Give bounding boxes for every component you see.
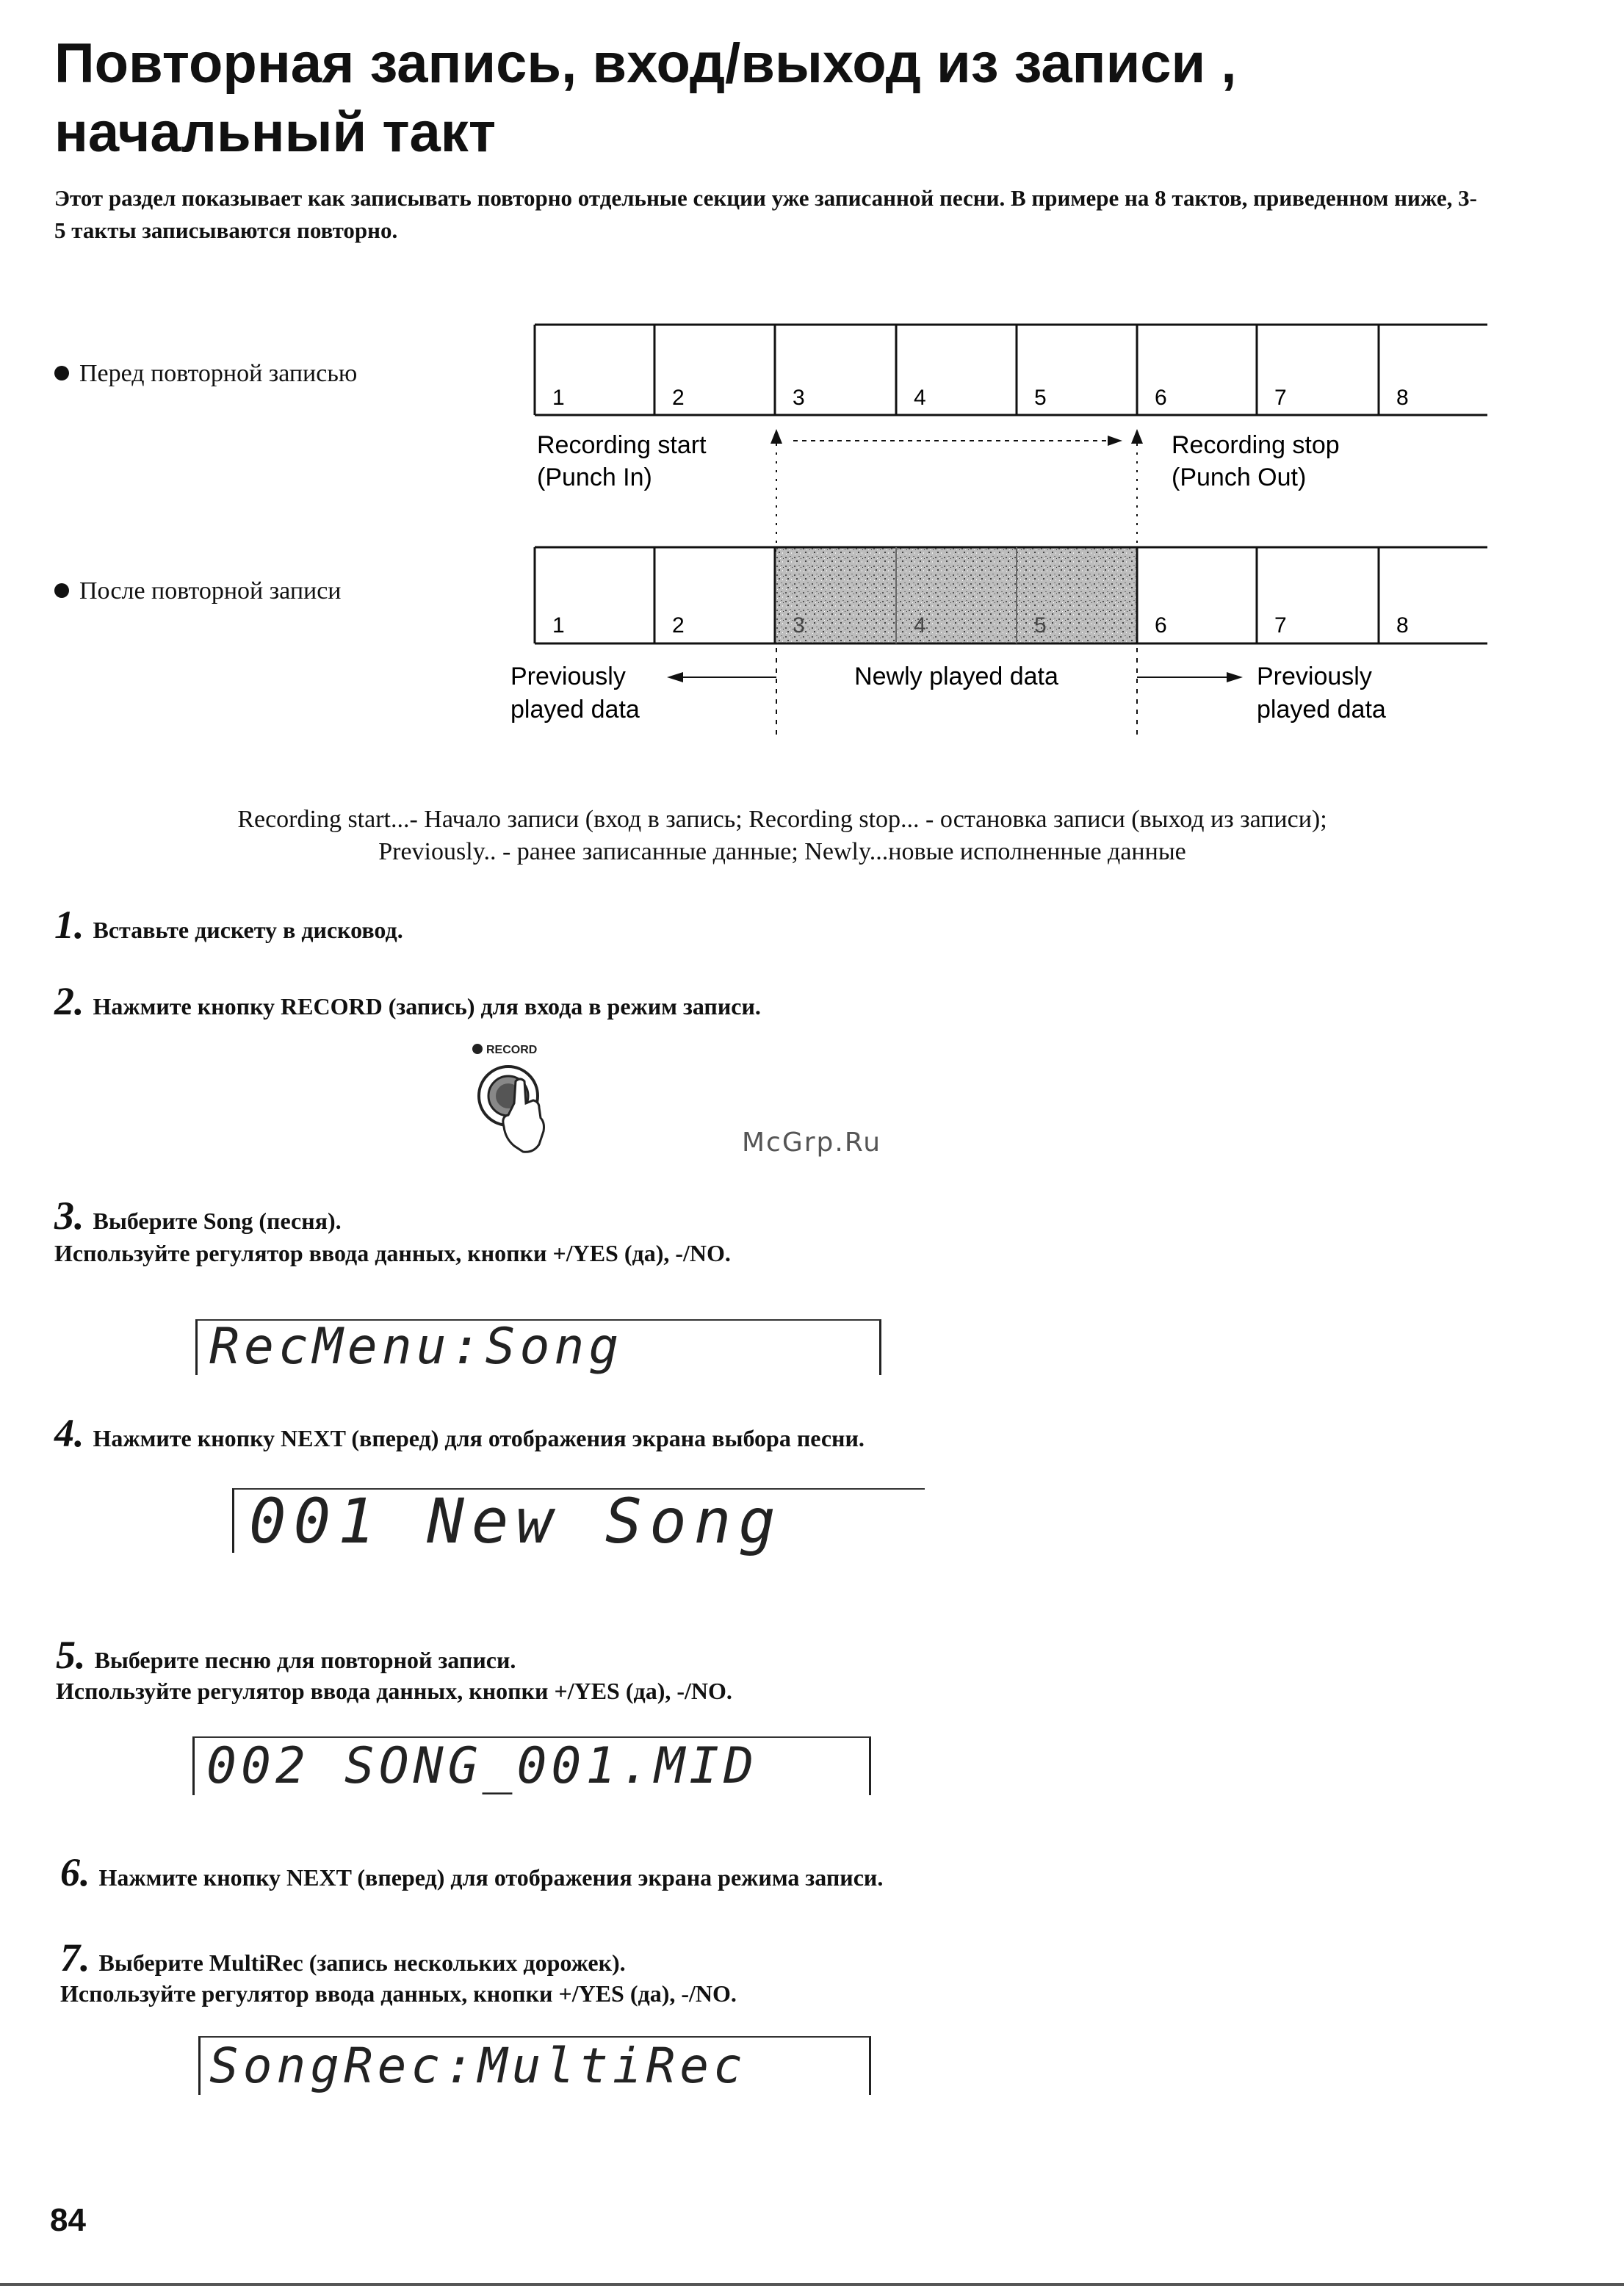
lcd-text: SongRec:MultiRec [209,2038,747,2094]
page-number: 84 [50,2202,86,2238]
punch-in-label: (Punch In) [537,463,652,491]
step-2 [54,978,761,1024]
punch-out-arrow-icon [1131,429,1143,444]
step-number: 4. [54,1411,84,1455]
step-number: 5. [56,1633,86,1677]
rerecorded-shading [776,547,1137,643]
step-1 [54,902,403,948]
step-5-instruction: Используйте регулятор ввода данных, кнопки +/YES (да), -/NO. [56,1678,732,1704]
watermark: McGrp.Ru [742,1128,882,1158]
measure-number: 3 [793,613,805,638]
measure-number: 7 [1274,613,1287,638]
step-text: Вставьте дискету в дисковод. [93,917,403,943]
punch-markers [537,429,1340,558]
arrow-right-icon [1227,672,1243,682]
arrow-right-icon [1108,436,1122,446]
measure-number: 6 [1155,613,1167,638]
punch-in-diagram [0,309,1624,742]
step-text: Выберите MultiRec (запись нескольких дорожек). [98,1949,626,1976]
measure-number: 8 [1396,386,1409,410]
record-indicator-icon [472,1044,483,1054]
measure-number: 7 [1274,386,1287,410]
punch-in-arrow-icon [771,429,782,444]
caption-line-2: Previously.. - ранее записанные данные; Newly...новые исполненные данные [378,838,1186,865]
previously-label-left: Previously [510,663,626,690]
measures-row-after [535,547,1487,643]
step-6 [60,1850,883,1895]
played-data-label-left: played data [510,696,640,724]
newly-played-label: Newly played data [854,663,1058,690]
measure-number: 1 [552,613,565,638]
arrow-left-icon [667,672,683,682]
title-line-1: Повторная запись, вход/выход из записи , [54,32,1237,95]
measures-row-before [535,325,1487,415]
measure-number: 4 [914,386,926,410]
step-4 [54,1410,865,1456]
step-text: Выберите Song (песня). [93,1208,342,1234]
measure-number: 1 [552,386,565,410]
page-title [54,29,1523,167]
step-7 [60,1935,626,1980]
measure-number: 2 [672,386,685,410]
measure-number: 2 [672,613,685,638]
recording-start-label: Recording start [537,431,707,459]
lcd-display-recmenu [195,1319,881,1375]
step-number: 3. [54,1194,84,1238]
bottom-divider [0,2283,1624,2286]
step-text: Выберите песню для повторной записи. [94,1647,516,1673]
lcd-text: 002 SONG_001.MID [206,1737,759,1795]
played-data-label-right: played data [1257,696,1386,724]
step-number: 1. [54,903,84,947]
lcd-display-song-select [232,1485,925,1557]
title-line-2: начальный такт [54,101,497,164]
step-3 [54,1193,342,1238]
step-number: 6. [60,1850,90,1894]
lcd-display-song-file [192,1736,871,1795]
step-5 [56,1632,516,1678]
caption-line-1: Recording start...- Начало записи (вход в запись; Recording stop... - остановка записи (выход из записи); [237,806,1327,833]
record-button-illustration [463,1036,580,1168]
step-text: Нажмите кнопку NEXT (вперед) для отображения экрана режима записи. [98,1864,884,1891]
step-text: Нажмите кнопку NEXT (вперед) для отображения экрана выбора песни. [93,1425,865,1451]
diagram-caption [44,804,1520,868]
step-number: 7. [60,1935,90,1980]
measure-number: 3 [793,386,805,410]
previously-label-right: Previously [1257,663,1372,690]
measure-number: 5 [1034,386,1047,410]
step-number: 2. [54,979,84,1023]
data-annotations [510,648,1386,735]
after-label-text: После повторной записи [79,577,342,605]
record-button-label: RECORD [486,1044,538,1056]
lcd-display-multirec [198,2036,871,2095]
lcd-text: RecMenu:Song [209,1318,624,1376]
measure-number: 5 [1034,613,1047,638]
step-text: Нажмите кнопку RECORD (запись) для входа в режим записи. [93,993,761,1020]
step-3-instruction: Используйте регулятор ввода данных, кнопки +/YES (да), -/NO. [54,1240,731,1266]
before-label-text: Перед повторной записью [79,360,358,387]
recording-stop-label: Recording stop [1172,431,1340,459]
measure-number: 8 [1396,613,1409,638]
step-7-instruction: Используйте регулятор ввода данных, кнопки +/YES (да), -/NO. [60,1980,737,2007]
measure-number: 6 [1155,386,1167,410]
punch-out-label: (Punch Out) [1172,463,1307,491]
intro-paragraph: Этот раздел показывает как записывать повторно отдельные секции уже записанной песни. В примере на 8 тактов, приведенном ниже, 3-5 такты записываются повторно. [54,185,1478,243]
measure-number: 4 [914,613,926,638]
lcd-text: 001 New Song [249,1485,783,1557]
